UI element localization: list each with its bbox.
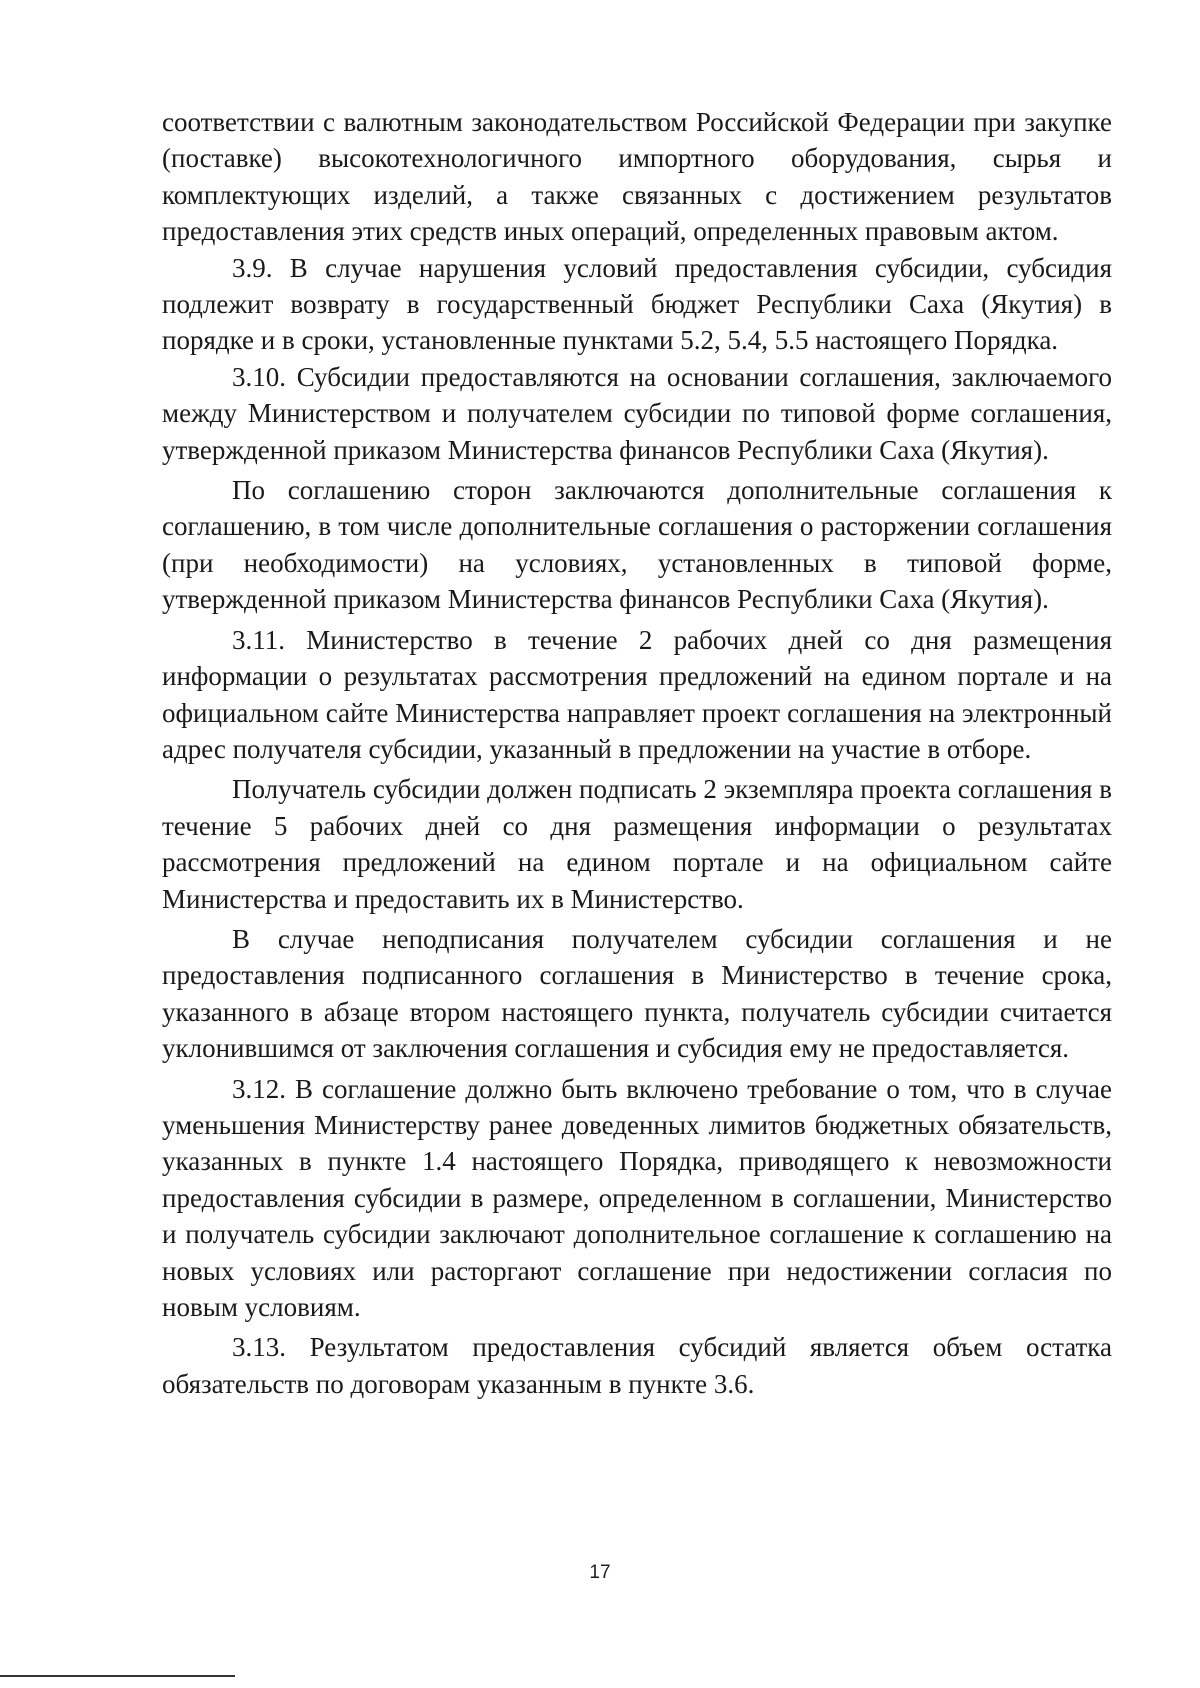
paragraph-3-10: 3.10. Субсидии предоставляются на основании соглашения, заключаемого между Министерством и получателем субсидии по типовой форме соглашения, утвержденной приказом Министерства финансов Республики Саха (Якутия).: [162, 361, 1112, 465]
bottom-edge-rule: [0, 1675, 235, 1677]
paragraph-3-11-refusal: В случае неподписания получателем субсидии соглашения и не предоставления подписанного соглашения в Министерство в течение срока, указанного в абзаце втором настоящего пункта, получатель субсидии считается уклонившимся от заключения соглашения и субсидия ему не предоставляется.: [162, 923, 1112, 1064]
page-number: 17: [589, 1562, 611, 1583]
document-body: [162, 104, 1112, 1402]
paragraph-3-12: 3.12. В соглашение должно быть включено требование о том, что в случае уменьшения Министерству ранее доведенных лимитов бюджетных обязательств, указанных в пункте 1.4 настоящего Порядка, приводящего к невозможности предоставления субсидии в размере, определенном в соглашении, Министерство и получатель субсидии заключают дополнительное соглашение к соглашению на новых условиях или расторгают соглашение при недостижении согласия по новым условиям.: [162, 1073, 1112, 1322]
paragraph-3-11-signing: Получатель субсидии должен подписать 2 экземпляра проекта соглашения в течение 5 рабочих дней со дня размещения информации о результатах рассмотрения предложений на едином портале и на официальном сайте Министерства и предоставить их в Министерство.: [162, 774, 1112, 914]
paragraph-3-10-additional-agreements: По соглашению сторон заключаются дополнительные соглашения к соглашению, в том числе дополнительные соглашения о расторжении соглашения (при необходимости) на условиях, установленных в типовой форме, утвержденной приказом Министерства финансов Республики Саха (Якутия).: [162, 475, 1112, 615]
paragraph-3-11: 3.11. Министерство в течение 2 рабочих дней со дня размещения информации о результатах рассмотрения предложений на едином портале и на официальном сайте Министерства направляет проект соглашения на электронный адрес получателя субсидии, указанный в предложении на участие в отборе.: [162, 624, 1112, 764]
paragraph-3-13: 3.13. Результатом предоставления субсидий является объем остатка обязательств по договорам указанным в пункте 3.6.: [162, 1332, 1112, 1399]
paragraph-3-9: 3.9. В случае нарушения условий предоставления субсидии, субсидия подлежит возврату в государственный бюджет Республики Саха (Якутия) в порядке и в сроки, установленные пунктами 5.2, 5.4, 5.5 настоящего Порядка.: [162, 252, 1112, 356]
paragraph-continuation: соответствии с валютным законодательством Российской Федерации при закупке (поставке) высокотехнологичного импортного оборудования, сырья и комплектующих изделий, а также связанных с достижением результатов предоставления этих средств иных операций, определенных правовым актом.: [162, 107, 1112, 247]
